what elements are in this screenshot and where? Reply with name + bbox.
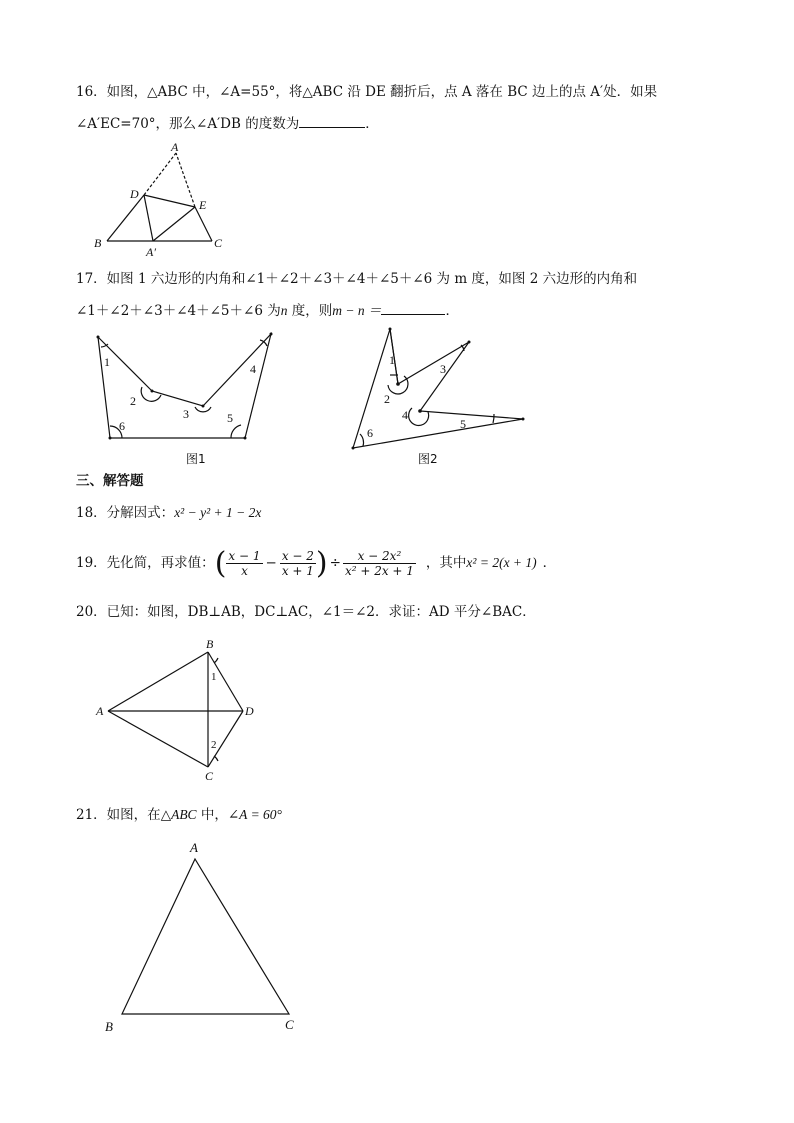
fig1-num-5: 5: [227, 411, 233, 425]
fig2-num-1: 1: [389, 353, 395, 367]
q16-line2-text: ∠A′EC=70°，那么∠A′DB 的度数为: [76, 116, 300, 132]
q19-rparen: ): [315, 545, 328, 581]
q19-frac1: $\frac{x - 1}{x}$: [228, 549, 261, 578]
q20-label-D: D: [245, 704, 254, 718]
q19-end: ．: [542, 555, 557, 571]
q16-label-A: A: [171, 140, 179, 154]
q17-line2-a: ∠1＋∠2＋∠3＋∠4＋∠5＋∠6 为: [76, 303, 281, 319]
q21-mid: 中，: [196, 807, 228, 823]
q17-n: n: [280, 303, 288, 318]
q16-label-E: E: [199, 198, 207, 212]
q20-label-B: B: [206, 637, 214, 651]
fig1-num-3: 3: [183, 407, 189, 421]
q19-div: ÷: [329, 555, 341, 571]
q18-prefix: 18．分解因式：: [76, 505, 175, 521]
q17-expr: m − n ＝: [332, 303, 382, 318]
fig1-num-6: 6: [119, 419, 125, 433]
q17-line2-b: 度，则: [287, 303, 333, 319]
q20-label-C: C: [205, 769, 214, 783]
q20-label-A: A: [96, 704, 104, 718]
fig2-num-6: 6: [367, 426, 373, 440]
q17-line1: 17．如图 1 六边形的内角和∠1＋∠2＋∠3＋∠4＋∠5＋∠6 为 m 度，如图 2 六边形的内角和: [76, 271, 638, 287]
q19-cond-expr: x² = 2(x + 1): [466, 555, 537, 570]
fig2-num-3: 3: [440, 362, 446, 376]
q16-label-A1: A′: [146, 245, 156, 259]
fig2-num-2: 2: [384, 392, 390, 406]
q18-expr: x² − y² + 1 − 2x: [174, 505, 262, 520]
q16-label-C: C: [214, 236, 223, 250]
q20-num-2: 2: [211, 739, 217, 751]
fig2-caption: 图2: [418, 452, 438, 466]
q21-label-C: C: [285, 1017, 294, 1032]
q20-num-1: 1: [211, 671, 217, 683]
q21-tri: △ABC: [160, 807, 197, 822]
q16-label-D: D: [130, 187, 139, 201]
q21-angle: ∠A = 60°: [227, 807, 282, 822]
q20-text: 20．已知：如图，DB⊥AB，DC⊥AC，∠1＝∠2．求证：AD 平分∠BAC．: [76, 604, 536, 620]
q19-minus: −: [265, 555, 277, 571]
q16-label-B: B: [94, 236, 102, 250]
q19-frac2: $\frac{x - 2}{x + 1}$: [281, 549, 314, 578]
q16-line1: 16．如图，△ABC 中，∠A=55°，将△ABC 沿 DE 翻折后，点 A 落在 BC 边上的点 A′处．如果: [76, 84, 658, 100]
q21-label-B: B: [105, 1019, 113, 1034]
fig2-num-5: 5: [460, 417, 466, 431]
q19-prefix: 19．先化简，再求值：: [76, 555, 215, 571]
fig1-num-1: 1: [104, 355, 110, 369]
fig2-num-4: 4: [402, 408, 408, 422]
section-heading: 三、解答题: [76, 473, 144, 489]
q16-line2-end: ．: [365, 116, 379, 132]
fig1-num-2: 2: [130, 394, 136, 408]
q17-line2-end: ．: [445, 303, 459, 319]
q19-frac3: $\frac{\text{x − 2x²}}{\text{x² + 2x + 1}}$: [344, 549, 414, 578]
q19-lparen: (: [214, 545, 227, 581]
fig1-num-4: 4: [250, 362, 256, 376]
q19-cond: ，其中: [425, 555, 467, 571]
q21-prefix: 21．如图，在: [76, 807, 161, 823]
fig1-caption: 图1: [186, 452, 206, 466]
q21-label-A: A: [190, 840, 198, 855]
